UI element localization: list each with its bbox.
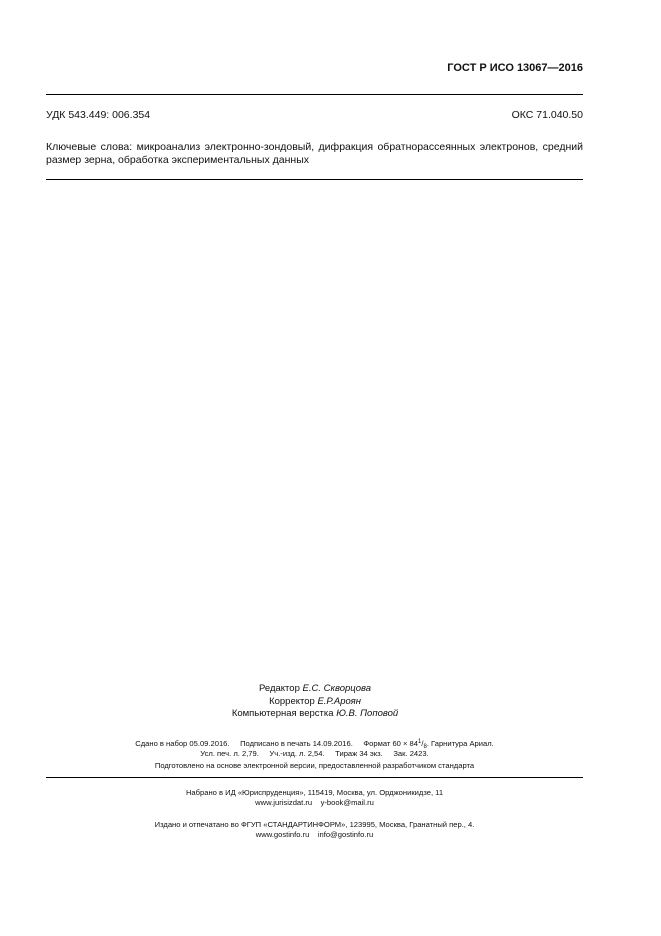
publisher-address: Издано и отпечатано во ФГУП «СТАНДАРТИНФОРМ», 123995, Москва, Гранатный пер., 4.	[154, 820, 475, 829]
editor-line	[150, 683, 480, 696]
oks-code: ОКС 71.040.50	[511, 109, 583, 121]
corrector-name: Е.Р.Ароян	[317, 695, 361, 707]
typeface: . Гарнитура Ариал.	[426, 739, 494, 748]
order-number: Зак. 2423.	[393, 749, 429, 758]
layout-name: Ю.В. Поповой	[336, 708, 399, 719]
keywords-text: микроанализ электронно-зондовый, дифракция обратнорассеянных электронов, средний размер зерна, обработка экспериментальных данных	[46, 141, 583, 166]
keywords-divider	[46, 179, 583, 180]
publisher-sheets: Уч.-изд. л. 2,54.	[269, 749, 325, 758]
editor-label: Редактор	[258, 683, 303, 694]
submitted-date: Сдано в набор 05.09.2016.	[135, 739, 230, 748]
imprint-divider	[46, 777, 583, 778]
udk-code: УДК 543.449: 006.354	[46, 109, 151, 121]
signed-date: Подписано в печать 14.09.2016.	[240, 739, 353, 748]
prepared-note: Подготовлено на основе электронной версии, предоставленной разработчиком стандарта	[154, 761, 475, 770]
keywords-paragraph	[46, 141, 583, 167]
typesetter-address: Набрано в ИД «Юриспруденция», 115419, Москва, ул. Орджоникидзе, 11	[185, 788, 444, 797]
corrector-line	[150, 696, 480, 709]
corrector-label: Корректор	[269, 695, 318, 707]
imprint-line-2	[46, 749, 583, 759]
standard-number: ГОСТ Р ИСО 13067—2016	[447, 62, 583, 74]
header-divider	[46, 94, 583, 95]
circulation: Тираж 34 экз.	[335, 749, 383, 758]
publisher-site-link[interactable]: www.gostinfo.ru	[255, 830, 310, 839]
paper-format: Формат $60 \times 84^1/_8$	[363, 739, 427, 750]
layout-line	[150, 708, 480, 721]
keywords-label: Ключевые слова:	[46, 141, 133, 153]
typesetter-email-link[interactable]: y-book@mail.ru	[320, 798, 374, 807]
publisher-contacts	[46, 830, 583, 840]
typesetter-contacts	[46, 798, 583, 808]
editor-name: Е.С. Скворцова	[302, 683, 372, 694]
layout-label: Компьютерная верстка	[231, 708, 337, 719]
typesetter-site-link[interactable]: www.jurisizdat.ru	[255, 798, 313, 807]
print-sheets: Усл. печ. л. 2,79.	[200, 749, 259, 758]
publisher-email-link[interactable]: info@gostinfo.ru	[317, 830, 374, 839]
